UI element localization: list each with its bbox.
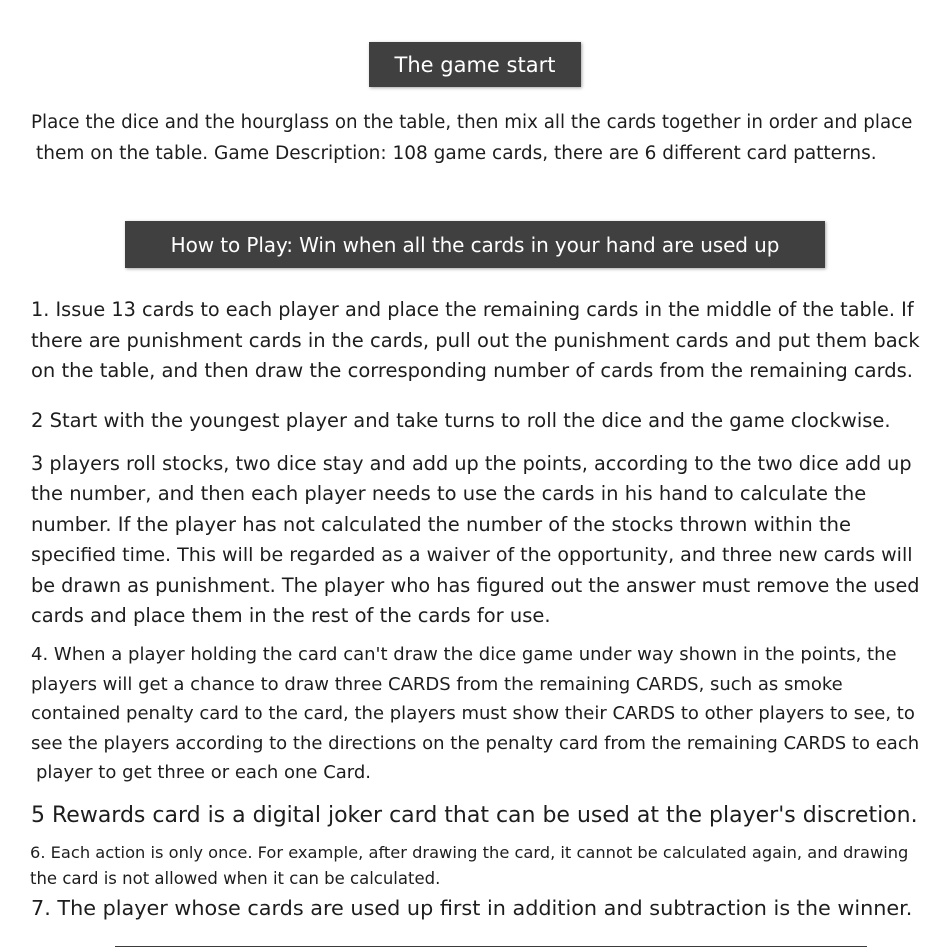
how-to-play-title: How to Play: Win when all the cards in your hand are used up [170, 232, 780, 257]
rule-line: 4. When a player holding the card can't draw the dice game under way shown in the points, the [31, 644, 897, 665]
rule-line: cards and place them in the rest of the cards for use. [31, 604, 551, 628]
rule-2-paragraph [31, 406, 921, 436]
how-to-play-banner [125, 221, 825, 268]
rule-line: be drawn as punishment. The player who has figured out the answer must remove the used [31, 573, 920, 597]
intro-line: them on the table. Game Description: 108 game cards, there are 6 different card patterns. [36, 143, 877, 164]
game-start-title: The game start [394, 52, 556, 77]
rule-line: player to get three or each one Card. [36, 762, 372, 783]
rule-line: the number, and then each player needs to use the cards in his hand to calculate the [31, 482, 867, 506]
rule-line: 2 Start with the youngest player and take turns to roll the dice and the game clockwise. [31, 409, 891, 432]
rule-line: there are punishment cards in the cards, pull out the punishment cards and put them back [31, 328, 920, 352]
rule-line: 6. Each action is only once. For example, after drawing the card, it cannot be calculated again, and drawing [30, 843, 909, 862]
game-start-banner [369, 42, 581, 87]
rule-1-paragraph [31, 295, 921, 387]
bottom-divider [115, 946, 867, 947]
rule-line: see the players according to the directions on the penalty card from the remaining CARDS to each [31, 732, 920, 754]
rule-line: on the table, and then draw the corresponding number of cards from the remaining cards. [31, 359, 913, 382]
rule-3-paragraph [31, 449, 921, 631]
rule-6-paragraph [30, 840, 920, 892]
rule-line: 3 players roll stocks, two dice stay and add up the points, according to the two dice add up [31, 452, 912, 475]
rule-line: 5 Rewards card is a digital joker card that can be used at the player's discretion. [31, 803, 918, 828]
rule-line: the card is not allowed when it can be calculated. [30, 869, 441, 888]
rule-5-paragraph [31, 800, 921, 832]
rule-line: 7. The player whose cards are used up first in addition and subtraction is the winner. [31, 896, 913, 920]
rule-line: specified time. This will be regarded as a waiver of the opportunity, and three new cards will [31, 544, 913, 567]
intro-line: Place the dice and the hourglass on the table, then mix all the cards together in order and place [31, 112, 913, 133]
rule-4-paragraph [31, 640, 921, 788]
intro-paragraph [31, 107, 921, 169]
rule-line: 1. Issue 13 cards to each player and place the remaining cards in the middle of the table. If [31, 298, 914, 321]
rule-line: contained penalty card to the card, the players must show their CARDS to other players to see, to [31, 703, 915, 724]
rule-line: players will get a chance to draw three CARDS from the remaining CARDS, such as smoke [31, 673, 843, 695]
rule-7-paragraph [31, 893, 921, 923]
rule-line: number. If the player has not calculated the number of the stocks thrown within the [31, 512, 851, 536]
